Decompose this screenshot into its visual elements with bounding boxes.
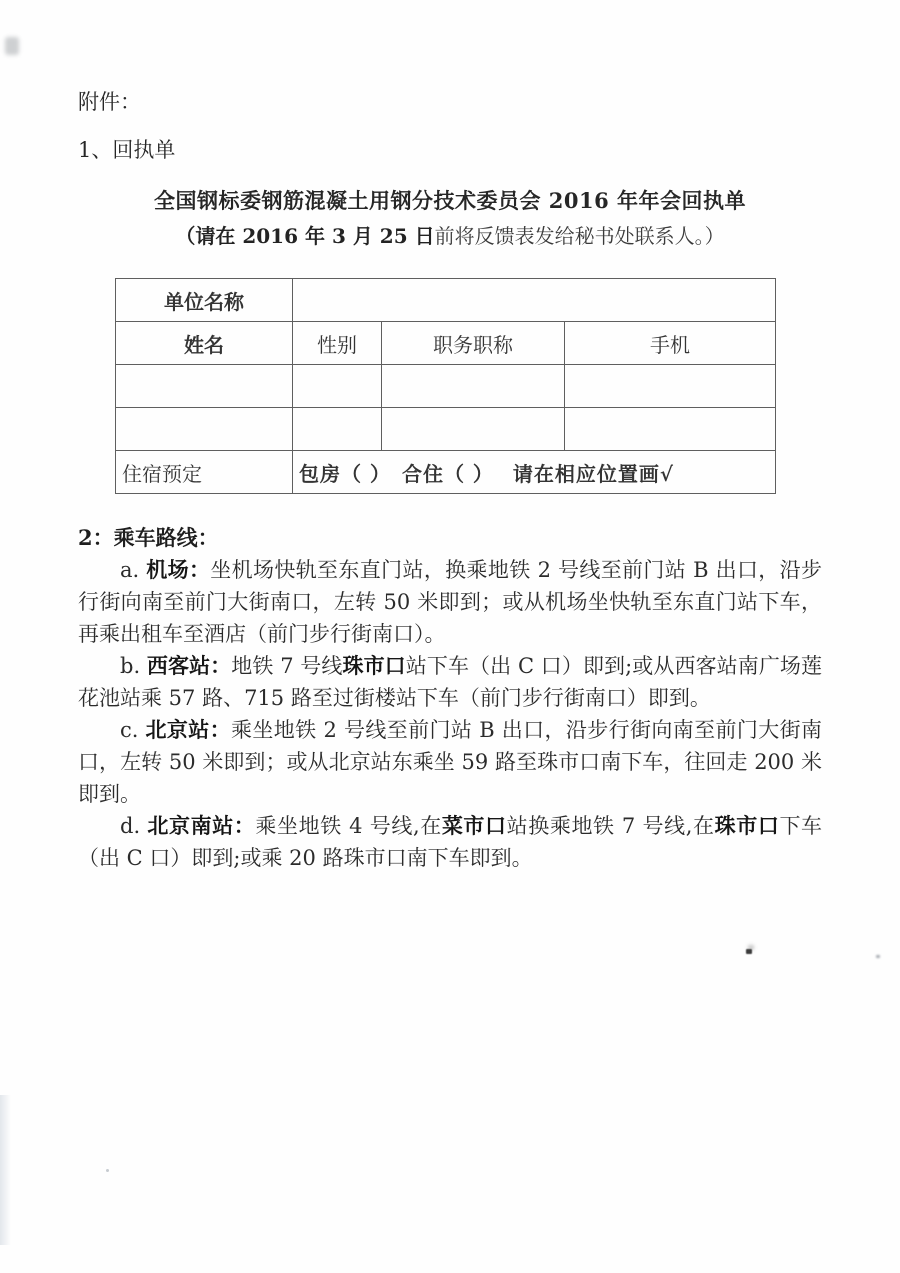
text-segment: 乘坐地铁 2 号线至前门站 B 出口，沿步行街向南至前门大街南口，左转 50 米即到；或从北京站东乘坐 59 路至珠市口南下车，往回走 200 米即到。 (78, 718, 822, 806)
blank-cell (116, 365, 293, 408)
route-item-beijing-station (78, 714, 822, 810)
text-segment: a. (120, 558, 147, 582)
blank-cell (565, 408, 776, 451)
table-row-lodging (116, 451, 776, 494)
blank-cell (116, 408, 293, 451)
column-header-mobile: 手机 (565, 322, 776, 365)
attachment-label: 附件： (78, 90, 141, 114)
column-header-name: 姓名 (116, 322, 293, 365)
blank-cell (293, 408, 382, 451)
zhushikou-stop: 珠市口 (714, 813, 780, 838)
form-subtitle (78, 223, 822, 250)
blank-cell (382, 365, 565, 408)
route-item-airport (78, 554, 822, 650)
table-row-blank-2 (116, 408, 776, 451)
blank-cell (565, 365, 776, 408)
scan-dot-artifact (106, 1169, 109, 1172)
form-subtitle-deadline: （请在 2016 年 3 月 25 日 (175, 224, 435, 248)
text-segment: 地铁 7 号线 (231, 654, 343, 678)
text-segment: b. (120, 654, 147, 678)
form-subtitle-rest: 前将反馈表发给秘书处联系人。） (434, 224, 725, 248)
table-row-unit (116, 279, 776, 322)
table-row-blank-1 (116, 365, 776, 408)
lodging-options: 包房（ ） 合住（ ） 请在相应位置画√ (293, 451, 776, 494)
table-row-headers (116, 322, 776, 365)
column-header-job-title: 职务职称 (382, 322, 565, 365)
zhushikou-stop: 珠市口 (342, 653, 406, 678)
caishikou-stop: 菜市口 (441, 813, 507, 838)
west-station-label: 西客站： (146, 653, 232, 678)
blank-cell (293, 365, 382, 408)
text-segment: d. (120, 814, 148, 838)
route-item-west-station (78, 650, 822, 714)
unit-name-label: 单位名称 (116, 279, 293, 322)
beijing-station-label: 北京站： (145, 717, 231, 742)
airport-label: 机场： (146, 557, 211, 582)
section-2-heading: 2：乘车路线： (78, 525, 219, 550)
reply-form-table (115, 278, 776, 494)
scan-speck-faint-artifact (876, 955, 880, 958)
scan-edge-shading (0, 1095, 11, 1245)
text-segment: 乘坐地铁 4 号线,在 (255, 814, 442, 838)
form-title: 全国钢标委钢筋混凝土用钢分技术委员会 2016 年年会回执单 (153, 188, 747, 213)
beijing-south-label: 北京南站： (147, 813, 256, 838)
lodging-label: 住宿预定 (116, 451, 293, 494)
text-segment: 站下车（出 C 口）即到;或从西客站南广场莲花池站乘 57 路、715 路至过街楼站下车（前门步行街南口）即到。 (78, 654, 823, 710)
section-1-label: 1、回执单 (78, 138, 176, 162)
scan-speck-artifact (746, 949, 752, 954)
text-segment: 站换乘地铁 7 号线,在 (506, 814, 715, 838)
column-header-gender: 性别 (293, 322, 382, 365)
text-segment: 坐机场快轨至东直门站，换乘地铁 2 号线至前门站 B 出口，沿步行街向南至前门大街南口，左转 50 米即到；或从机场坐快轨至东直门站下车，再乘出租车至酒店（前门步行街南口）。 (78, 558, 823, 646)
route-item-beijing-south (78, 810, 822, 874)
text-segment: 下车（出 C 口）即到;或乘 20 路珠市口南下车即到。 (78, 814, 823, 870)
blank-cell (382, 408, 565, 451)
unit-name-blank-cell (293, 279, 776, 322)
text-segment: c. (120, 718, 146, 742)
